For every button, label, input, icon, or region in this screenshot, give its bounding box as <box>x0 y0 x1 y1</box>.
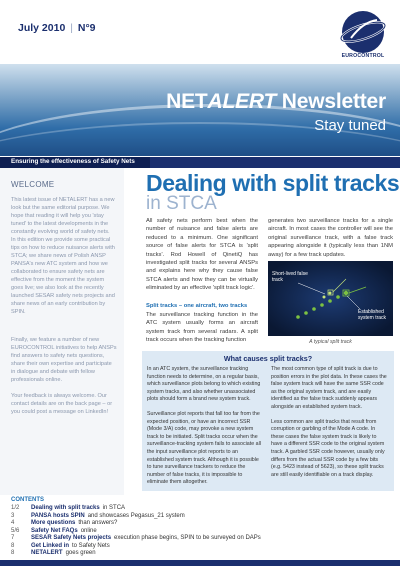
info-box-paragraph: In an ATC system, the surveillance tracking function needs to determine, on a regular basis, which surveillance plots belong to which existing system tracks, and also whether unassociated plots should form a brand new system track. <box>147 366 261 403</box>
contents-page-number: 8 <box>11 542 15 549</box>
contents-item-rest: execution phase begins, SPIN to be surveyed on DAPs <box>114 535 261 541</box>
article-subtitle: in STCA <box>146 193 217 214</box>
newsletter-title: NETALERT Newsletter <box>166 90 386 113</box>
info-box-paragraph: Less common are split tracks that result from corruption or garbling of the Mode A code. In these cases the false system track is likely to have a different SSR code to the original system track. A garbled SSR code however, usually only differs from the actual SSR code by a few bits (e.g. 5423 instead of 5623), so these split tracks are still easily identifiable on a track display. <box>271 418 385 478</box>
article-paragraph: The surveillance tracking function in the ATC system usually forms an aircraft system track from several radars. A split track occurs when the tracking function <box>146 312 258 344</box>
contents-item-title: SESAR Safety Nets projects <box>31 535 112 541</box>
eurocontrol-logo-icon <box>337 8 389 56</box>
contents-item-title: Safety Net FAQs <box>31 527 78 534</box>
info-box-paragraph: Surveillance plot reports that fall too far from the expected position, or have an incorrect SSR (Mode 3/A) code, may provoke a new system track to be initiated. Split tracks occur when the surveillance-tracking system fails to associate all the input surveillance plot reports to an established system track. Although it is possible to tune surveillance trackers to reduce the number of false tracks, it is impossible to eliminate them altogether. <box>147 410 261 486</box>
contents-item-title: More questions <box>31 520 76 526</box>
contents-item[interactable] <box>11 535 391 543</box>
split-track-illustration <box>268 261 393 336</box>
contents-item-rest: goes green <box>65 550 96 556</box>
welcome-paragraph: In this edition we provide some practical tips on how to reduce nuisance alerts with STCA; we share news of Polish ANSP PANSA's new ATC system and how we collaborated to ensure safety nets are effective from the moment the system goes live; we also look at the recently launched SESAR safety nets projects and share news of an early contribution by SPIN. <box>11 237 115 315</box>
info-box-left-column <box>147 366 264 487</box>
contents-item-rest: in STCA <box>102 505 126 511</box>
contents-item[interactable] <box>11 528 391 536</box>
contents-page-number: 3 <box>11 512 15 519</box>
false-track-label: Short-lived false track <box>272 271 308 283</box>
system-track-label: Established system track <box>358 309 387 321</box>
contents-item[interactable] <box>11 505 391 513</box>
info-box-paragraph: The most common type of split track is due to position errors in the plot data. In these cases the false system track will have the same SSR code as the original system track, and are easily identified as the false track suddenly appears alongside an established system track. <box>271 366 387 410</box>
footer-rule <box>0 560 400 566</box>
issue-number: N°9 <box>77 22 96 34</box>
contents-item-rest: than answers? <box>78 520 118 526</box>
contents-item-rest: online <box>80 527 97 534</box>
welcome-paragraph: Your feedback is always welcome. Our contact details are on the back page – or you could post a message on LinkedIn! <box>11 393 113 415</box>
issue-info <box>18 22 96 34</box>
newsletter-subtitle: Stay tuned <box>314 117 386 134</box>
logo-wordmark: EUROCONTROL <box>341 53 385 59</box>
issue-date: July 2010 <box>18 22 66 34</box>
contents-item[interactable] <box>11 543 391 551</box>
contents-list <box>11 505 391 558</box>
article-paragraph: generates two surveillance tracks for a single aircraft. In most cases the controller will see the original surveillance track, with a false track appearing alongside it (typically less than 1NM away) for a few track updates. <box>268 218 393 258</box>
contents-item-title: Dealing with split tracks <box>31 505 100 511</box>
article-intro: All safety nets perform best when the number of nuisance and false alerts are reduced to a minimum. One significant source of false alerts for STCA is 'split tracks'. Rod Howell of QinetiQ has investigated split tracks for several ANSPs and explains here why they cause false STCA alerts and how they can be virtually eliminated by an effective 'split track logic'. <box>146 218 258 292</box>
contents-page-number: 1/2 <box>11 505 20 511</box>
welcome-heading: WELCOME <box>11 180 55 189</box>
contents-item-title: PANSA hosts SPIN <box>31 512 85 519</box>
info-box-heading: What causes split tracks? <box>223 354 313 363</box>
article-subheading: Split tracks – one aircraft, two tracks <box>146 303 248 309</box>
contents-item[interactable] <box>11 520 391 528</box>
contents-item[interactable] <box>11 513 391 521</box>
contents-item[interactable] <box>11 550 391 558</box>
welcome-paragraph: Finally, we feature a number of new EUROCONTROL initiatives to help ANSPs find answers to safety nets questions, share their own expertise and participate in dialogue and debate with fellow professionals online. <box>11 337 117 383</box>
section-band-text: Ensuring the effectiveness of Safety Nets <box>11 158 135 165</box>
contents-item-title: Get Linked in <box>31 542 70 549</box>
illustration-caption: A typical split track <box>309 339 352 345</box>
contents-page-number: 5/6 <box>11 527 20 534</box>
issue-separator: | <box>70 22 73 34</box>
info-box-right-column <box>271 366 389 479</box>
contents-page-number: 8 <box>11 550 15 556</box>
article-title: Dealing with split tracks <box>146 170 400 196</box>
contents-item-rest: and showcases Pegasus_21 system <box>87 512 185 519</box>
contents-page-number: 4 <box>11 520 15 526</box>
contents-item-rest: to Safety Nets <box>72 542 110 549</box>
welcome-paragraph: This latest issue of NETALERT has a new look but the same editorial purpose. We hope that reading it will help you 'stay tuned' to the latest developments in the constantly evolving world of safety nets. <box>11 197 115 235</box>
contents-page-number: 7 <box>11 535 15 541</box>
contents-item-title: NETALERT <box>31 550 63 556</box>
contents-heading: CONTENTS <box>11 497 44 503</box>
